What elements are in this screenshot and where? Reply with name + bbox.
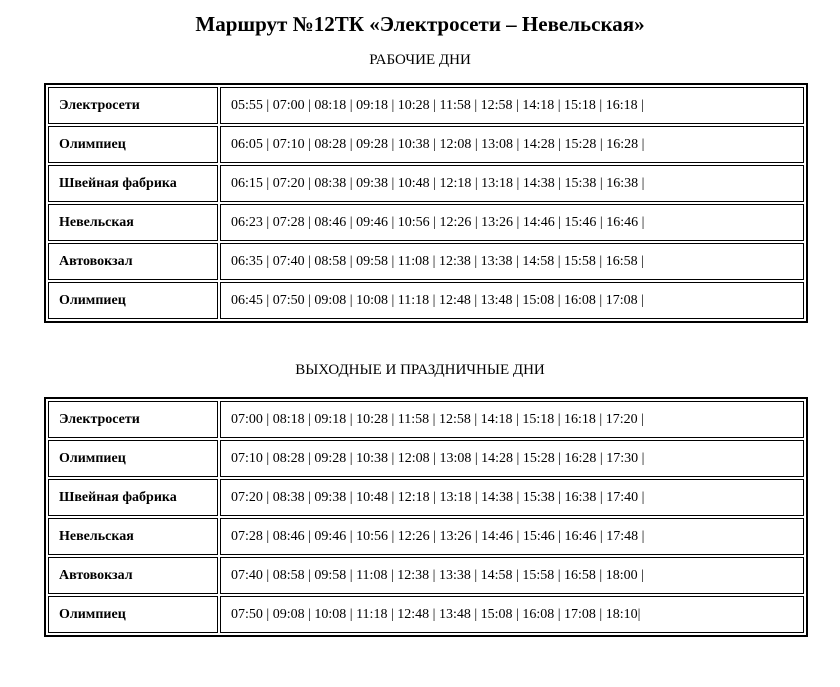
table-row: [48, 479, 804, 516]
departure-times: 06:05 | 07:10 | 08:28 | 09:28 | 10:38 | 12:08 | 13:08 | 14:28 | 15:28 | 16:28 |: [220, 126, 804, 163]
stop-name: Электросети: [48, 87, 218, 124]
stop-name: Невельская: [48, 204, 218, 241]
table-row: [48, 204, 804, 241]
stop-name: Автовокзал: [48, 557, 218, 594]
table-row: [48, 557, 804, 594]
table-row: [48, 440, 804, 477]
weekend-heading: ВЫХОДНЫЕ И ПРАЗДНИЧНЫЕ ДНИ: [295, 362, 545, 378]
page-title: Маршрут №12ТК «Электросети – Невельская»: [195, 12, 645, 36]
table-row: [48, 282, 804, 319]
departure-times: 07:50 | 09:08 | 10:08 | 11:18 | 12:48 | 13:48 | 15:08 | 16:08 | 17:08 | 18:10|: [220, 596, 804, 633]
departure-times: 06:35 | 07:40 | 08:58 | 09:58 | 11:08 | 12:38 | 13:38 | 14:58 | 15:58 | 16:58 |: [220, 243, 804, 280]
table-row: [48, 243, 804, 280]
table-row: [48, 126, 804, 163]
table-row: [48, 87, 804, 124]
departure-times: 06:23 | 07:28 | 08:46 | 09:46 | 10:56 | 12:26 | 13:26 | 14:46 | 15:46 | 16:46 |: [220, 204, 804, 241]
stop-name: Автовокзал: [48, 243, 218, 280]
departure-times: 07:10 | 08:28 | 09:28 | 10:38 | 12:08 | 13:08 | 14:28 | 15:28 | 16:28 | 17:30 |: [220, 440, 804, 477]
weekday-heading: РАБОЧИЕ ДНИ: [369, 52, 471, 68]
table-row: [48, 596, 804, 633]
stop-name: Олимпиец: [48, 440, 218, 477]
stop-name: Швейная фабрика: [48, 479, 218, 516]
departure-times: 07:28 | 08:46 | 09:46 | 10:56 | 12:26 | 13:26 | 14:46 | 15:46 | 16:46 | 17:48 |: [220, 518, 804, 555]
departure-times: 06:45 | 07:50 | 09:08 | 10:08 | 11:18 | 12:48 | 13:48 | 15:08 | 16:08 | 17:08 |: [220, 282, 804, 319]
table-row: [48, 518, 804, 555]
departure-times: 07:00 | 08:18 | 09:18 | 10:28 | 11:58 | 12:58 | 14:18 | 15:18 | 16:18 | 17:20 |: [220, 401, 804, 438]
departure-times: 05:55 | 07:00 | 08:18 | 09:18 | 10:28 | 11:58 | 12:58 | 14:18 | 15:18 | 16:18 |: [220, 87, 804, 124]
stop-name: Олимпиец: [48, 596, 218, 633]
table-row: [48, 165, 804, 202]
weekend-schedule-table: [44, 397, 808, 637]
weekday-schedule-table: [44, 83, 808, 323]
departure-times: 07:40 | 08:58 | 09:58 | 11:08 | 12:38 | 13:38 | 14:58 | 15:58 | 16:58 | 18:00 |: [220, 557, 804, 594]
stop-name: Швейная фабрика: [48, 165, 218, 202]
stop-name: Электросети: [48, 401, 218, 438]
stop-name: Олимпиец: [48, 282, 218, 319]
departure-times: 06:15 | 07:20 | 08:38 | 09:38 | 10:48 | 12:18 | 13:18 | 14:38 | 15:38 | 16:38 |: [220, 165, 804, 202]
stop-name: Невельская: [48, 518, 218, 555]
stop-name: Олимпиец: [48, 126, 218, 163]
departure-times: 07:20 | 08:38 | 09:38 | 10:48 | 12:18 | 13:18 | 14:38 | 15:38 | 16:38 | 17:40 |: [220, 479, 804, 516]
table-row: [48, 401, 804, 438]
